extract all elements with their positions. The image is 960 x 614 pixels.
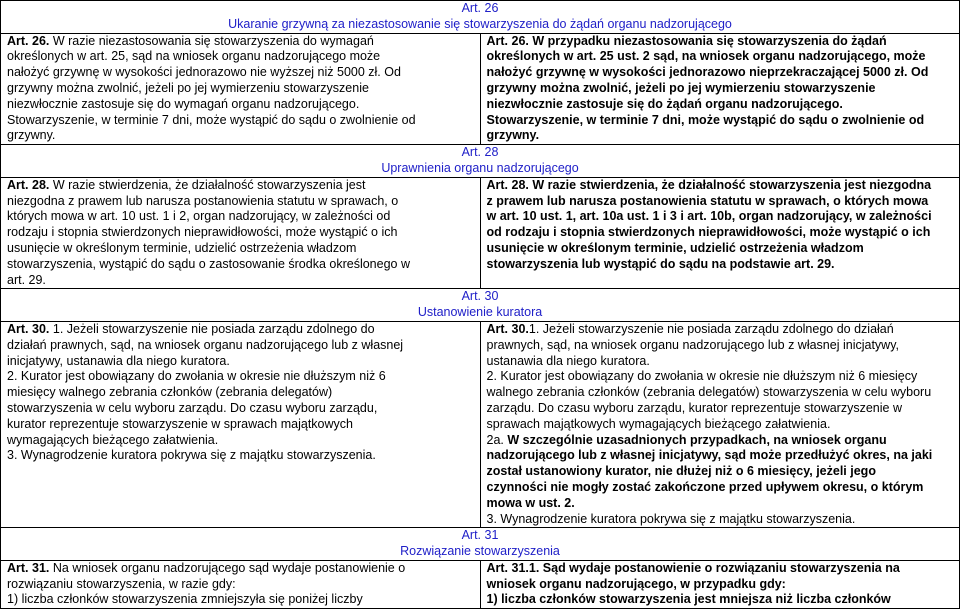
text-segment: ustanawia dla niego kuratora. <box>486 353 650 368</box>
text-segment: określonych w art. 25, sąd na wniosek organu nadzorującego może <box>7 49 381 64</box>
text-line <box>487 338 954 354</box>
text-segment: W razie stwierdzenia, że działalność stowarzyszenia jest <box>49 177 366 192</box>
text-segment: W szczególnie uzasadnionych przypadkach, na wniosek organu <box>507 432 887 447</box>
text-segment: 2. Kurator jest obowiązany do zwołania w okresie nie dłuższym niż 6 miesięcy <box>486 369 918 384</box>
text-line <box>487 178 954 194</box>
text-line <box>7 338 474 354</box>
text-segment: mowa w ust. 2. <box>486 495 575 510</box>
text-line <box>7 241 474 257</box>
text-segment: 1) liczba członków stowarzyszenia zmniejszyła się poniżej liczby <box>7 592 363 607</box>
article-title: Uprawnienia organu nadzorującego <box>381 160 579 175</box>
text-line <box>487 97 954 113</box>
text-segment: niezwłocznie zastosuje się do żądań organu nadzorującego. <box>486 96 843 111</box>
text-line <box>487 65 954 81</box>
text-line <box>487 209 954 225</box>
text-line <box>7 65 474 81</box>
text-segment: Art. 26. W przypadku niezastosowania się stowarzyszenia do żądań <box>486 33 887 48</box>
text-segment: nadzorującego lub z własnej inicjatywy, sąd może przedłużyć okres, na jaki <box>486 448 933 463</box>
text-segment: nałożyć grzywnę w wysokości jednorazowo nieprzekraczającej 5000 zł. Od <box>486 65 929 80</box>
text-line <box>487 322 954 338</box>
text-segment: 1. Jeżeli stowarzyszenie nie posiada zarządu zdolnego do <box>49 321 375 336</box>
text-segment: w art. 10 ust. 1, art. 10a ust. 1 i 3 i art. 10b, organ nadzorujący, w zależności <box>486 209 932 224</box>
text-line <box>7 81 474 97</box>
text-line <box>7 194 474 210</box>
text-segment: miesięcy walnego zebrania członków (zebrania delegatów) <box>7 385 333 400</box>
text-segment: stowarzyszenia, wystąpić do sądu o zastosowanie środka określonego w <box>7 256 410 271</box>
text-segment: których mowa w art. 10 ust. 1 i 2, organ nadzorujący, w zależności od <box>7 209 391 224</box>
text-line <box>7 417 474 433</box>
text-segment: 2. Kurator jest obowiązany do zwołania w okresie nie dłuższym niż 6 <box>7 369 386 384</box>
text-segment: rozwiązaniu stowarzyszenia, w razie gdy: <box>7 576 236 591</box>
text-segment: został ustanowiony kurator, nie dłużej niż o 6 miesięcy, jeżeli jego <box>486 464 876 479</box>
text-line <box>487 113 954 129</box>
text-line <box>7 369 474 385</box>
text-line <box>7 257 474 273</box>
article-title: Ustanowienie kuratora <box>417 305 543 320</box>
article-title: Rozwiązanie stowarzyszenia <box>400 544 560 559</box>
article-row <box>1 560 960 608</box>
left-column-cell <box>1 33 481 145</box>
article-title: Ukaranie grzywną za niezastosowanie się stowarzyszenia do żądań organu nadzorującego <box>228 16 732 31</box>
text-line <box>7 225 474 241</box>
text-line <box>7 49 474 65</box>
text-segment: niezwłocznie zastosuje się do wymagań organu nadzorującego. <box>7 96 360 111</box>
article-number: Art. 28 <box>461 145 499 160</box>
text-line <box>7 577 474 593</box>
text-line <box>487 448 954 464</box>
article-row <box>1 33 960 145</box>
text-line <box>487 34 954 50</box>
text-segment: rodzaju i stopnia stwierdzonych nieprawidłowości, może wystąpić o ich <box>7 225 398 240</box>
article-number: Art. 31 <box>461 528 499 543</box>
text-segment: Art. 30. <box>7 321 50 336</box>
text-line <box>487 577 954 593</box>
text-segment: grzywny można zwolnić, jeżeli po jej wymierzeniu stowarzyszenie <box>486 80 876 95</box>
text-segment: wniosek organu nadzorującego, w przypadku gdy: <box>486 576 786 591</box>
text-line <box>7 34 474 50</box>
text-line <box>487 496 954 512</box>
article-row <box>1 177 960 289</box>
text-segment: Art. 28. W razie stwierdzenia, że działalność stowarzyszenia jest niezgodna <box>486 177 932 192</box>
text-line <box>7 448 474 464</box>
article-number: Art. 26 <box>461 1 499 15</box>
text-segment: 3. Wynagrodzenie kuratora pokrywa się z majątku stowarzyszenia. <box>7 448 376 463</box>
text-segment: 2a. <box>486 432 508 447</box>
text-line <box>487 464 954 480</box>
text-line <box>7 178 474 194</box>
text-line <box>7 401 474 417</box>
left-column-cell <box>1 177 481 289</box>
text-segment: działań prawnych, sąd, na wniosek organu nadzorującego lub z własnej <box>7 337 404 352</box>
text-segment: z prawem lub narusza postanowienia statutu w sprawach, o których mowa <box>486 193 929 208</box>
text-segment: 1) liczba członków stowarzyszenia jest mniejsza niż liczba członków <box>486 592 891 607</box>
text-segment: Art. 28. <box>7 177 50 192</box>
section-heading <box>1 145 960 178</box>
text-line <box>7 385 474 401</box>
text-segment: prawnych, sąd, na wniosek organu nadzorującego lub z własnej inicjatywy, <box>486 337 899 352</box>
text-segment: wymagających bieżącego załatwienia. <box>7 432 219 447</box>
text-line <box>7 433 474 449</box>
text-segment: inicjatywy, ustanawia dla niego kuratora. <box>7 353 230 368</box>
text-segment: usunięcie w określonym terminie, udzielić ostrzeżenia władzom <box>486 240 864 255</box>
right-column-cell <box>480 33 960 145</box>
text-line <box>487 128 954 144</box>
left-column-cell <box>1 321 481 527</box>
text-segment: niezgodna z prawem lub narusza postanowienia statutu w sprawach, o <box>7 193 399 208</box>
text-segment: Stowarzyszenie, w terminie 7 dni, może wystąpić do sądu o zwolnienie od <box>486 112 925 127</box>
text-line <box>487 81 954 97</box>
text-segment: nałożyć grzywnę w wysokości jednorazowo nie wyższej niż 5000 zł. Od <box>7 65 401 80</box>
text-segment: Art. 31.1. Sąd wydaje postanowienie o rozwiązaniu stowarzyszenia na <box>486 560 900 575</box>
text-segment: od rodzaju i stopnia stwierdzonych nieprawidłowości, może wystąpić o ich <box>486 225 931 240</box>
text-segment: Art. 30. <box>486 321 529 336</box>
article-row <box>1 321 960 527</box>
text-segment: W razie niezastosowania się stowarzyszenia do wymagań <box>49 33 374 48</box>
text-line <box>7 354 474 370</box>
text-line <box>487 257 954 273</box>
text-segment: Art. 31. <box>7 560 50 575</box>
text-segment: określonych w art. 25 ust. 2 sąd, na wniosek organu nadzorującego, może <box>486 49 926 64</box>
text-line <box>487 369 954 385</box>
text-line <box>487 385 954 401</box>
text-line <box>487 49 954 65</box>
text-line <box>7 561 474 577</box>
text-segment: zarządu. Do czasu wyboru zarządu, kurator reprezentuje stowarzyszenie w <box>486 400 902 415</box>
text-line <box>7 128 474 144</box>
text-line <box>7 322 474 338</box>
text-line <box>7 592 474 608</box>
text-line <box>487 225 954 241</box>
text-line <box>7 97 474 113</box>
text-line <box>487 561 954 577</box>
article-number: Art. 30 <box>461 289 499 304</box>
text-segment: sprawach majątkowych wymagających bieżącego załatwienia. <box>486 416 831 431</box>
text-segment: stowarzyszenia w celu wyboru zarządu. Do czasu wyboru zarządu, <box>7 400 378 415</box>
text-line <box>487 592 954 608</box>
text-segment: walnego zebrania członków (zebrania delegatów) stowarzyszenia w celu wyboru <box>486 385 932 400</box>
text-line <box>487 417 954 433</box>
left-column-cell <box>1 560 481 608</box>
text-segment: stowarzyszenia lub wystąpić do sądu na podstawie art. 29. <box>486 256 835 271</box>
right-column-cell <box>480 560 960 608</box>
text-line <box>487 401 954 417</box>
text-segment: kurator reprezentuje stowarzyszenie w sprawach majątkowych <box>7 416 353 431</box>
text-segment: Art. 26. <box>7 33 50 48</box>
text-segment: grzywny. <box>486 128 540 143</box>
section-heading <box>1 1 960 34</box>
right-column-cell <box>480 321 960 527</box>
section-heading <box>1 289 960 322</box>
text-line <box>487 241 954 257</box>
text-segment: usunięcie w określonym terminie, udzielić ostrzeżenia władzom <box>7 240 357 255</box>
right-column-cell <box>480 177 960 289</box>
text-line <box>487 480 954 496</box>
text-line <box>487 354 954 370</box>
text-line <box>487 194 954 210</box>
section-heading <box>1 528 960 561</box>
text-segment: Stowarzyszenie, w terminie 7 dni, może wystąpić do sądu o zwolnienie od <box>7 112 416 127</box>
text-segment: grzywny można zwolnić, jeżeli po jej wymierzeniu stowarzyszenie <box>7 80 369 95</box>
text-segment: art. 29. <box>7 272 46 287</box>
text-line <box>7 273 474 289</box>
text-segment: grzywny. <box>7 128 56 143</box>
text-line <box>7 113 474 129</box>
text-line <box>487 433 954 449</box>
text-segment: czynności nie mogły zostać zakończone przed upływem okresu, o którym <box>486 479 924 494</box>
text-segment: 1. Jeżeli stowarzyszenie nie posiada zarządu zdolnego do działań <box>528 321 894 336</box>
text-line <box>7 209 474 225</box>
text-segment: Na wniosek organu nadzorującego sąd wydaje postanowienie o <box>49 560 406 575</box>
text-line <box>487 512 954 528</box>
text-segment: 3. Wynagrodzenie kuratora pokrywa się z majątku stowarzyszenia. <box>486 511 856 526</box>
